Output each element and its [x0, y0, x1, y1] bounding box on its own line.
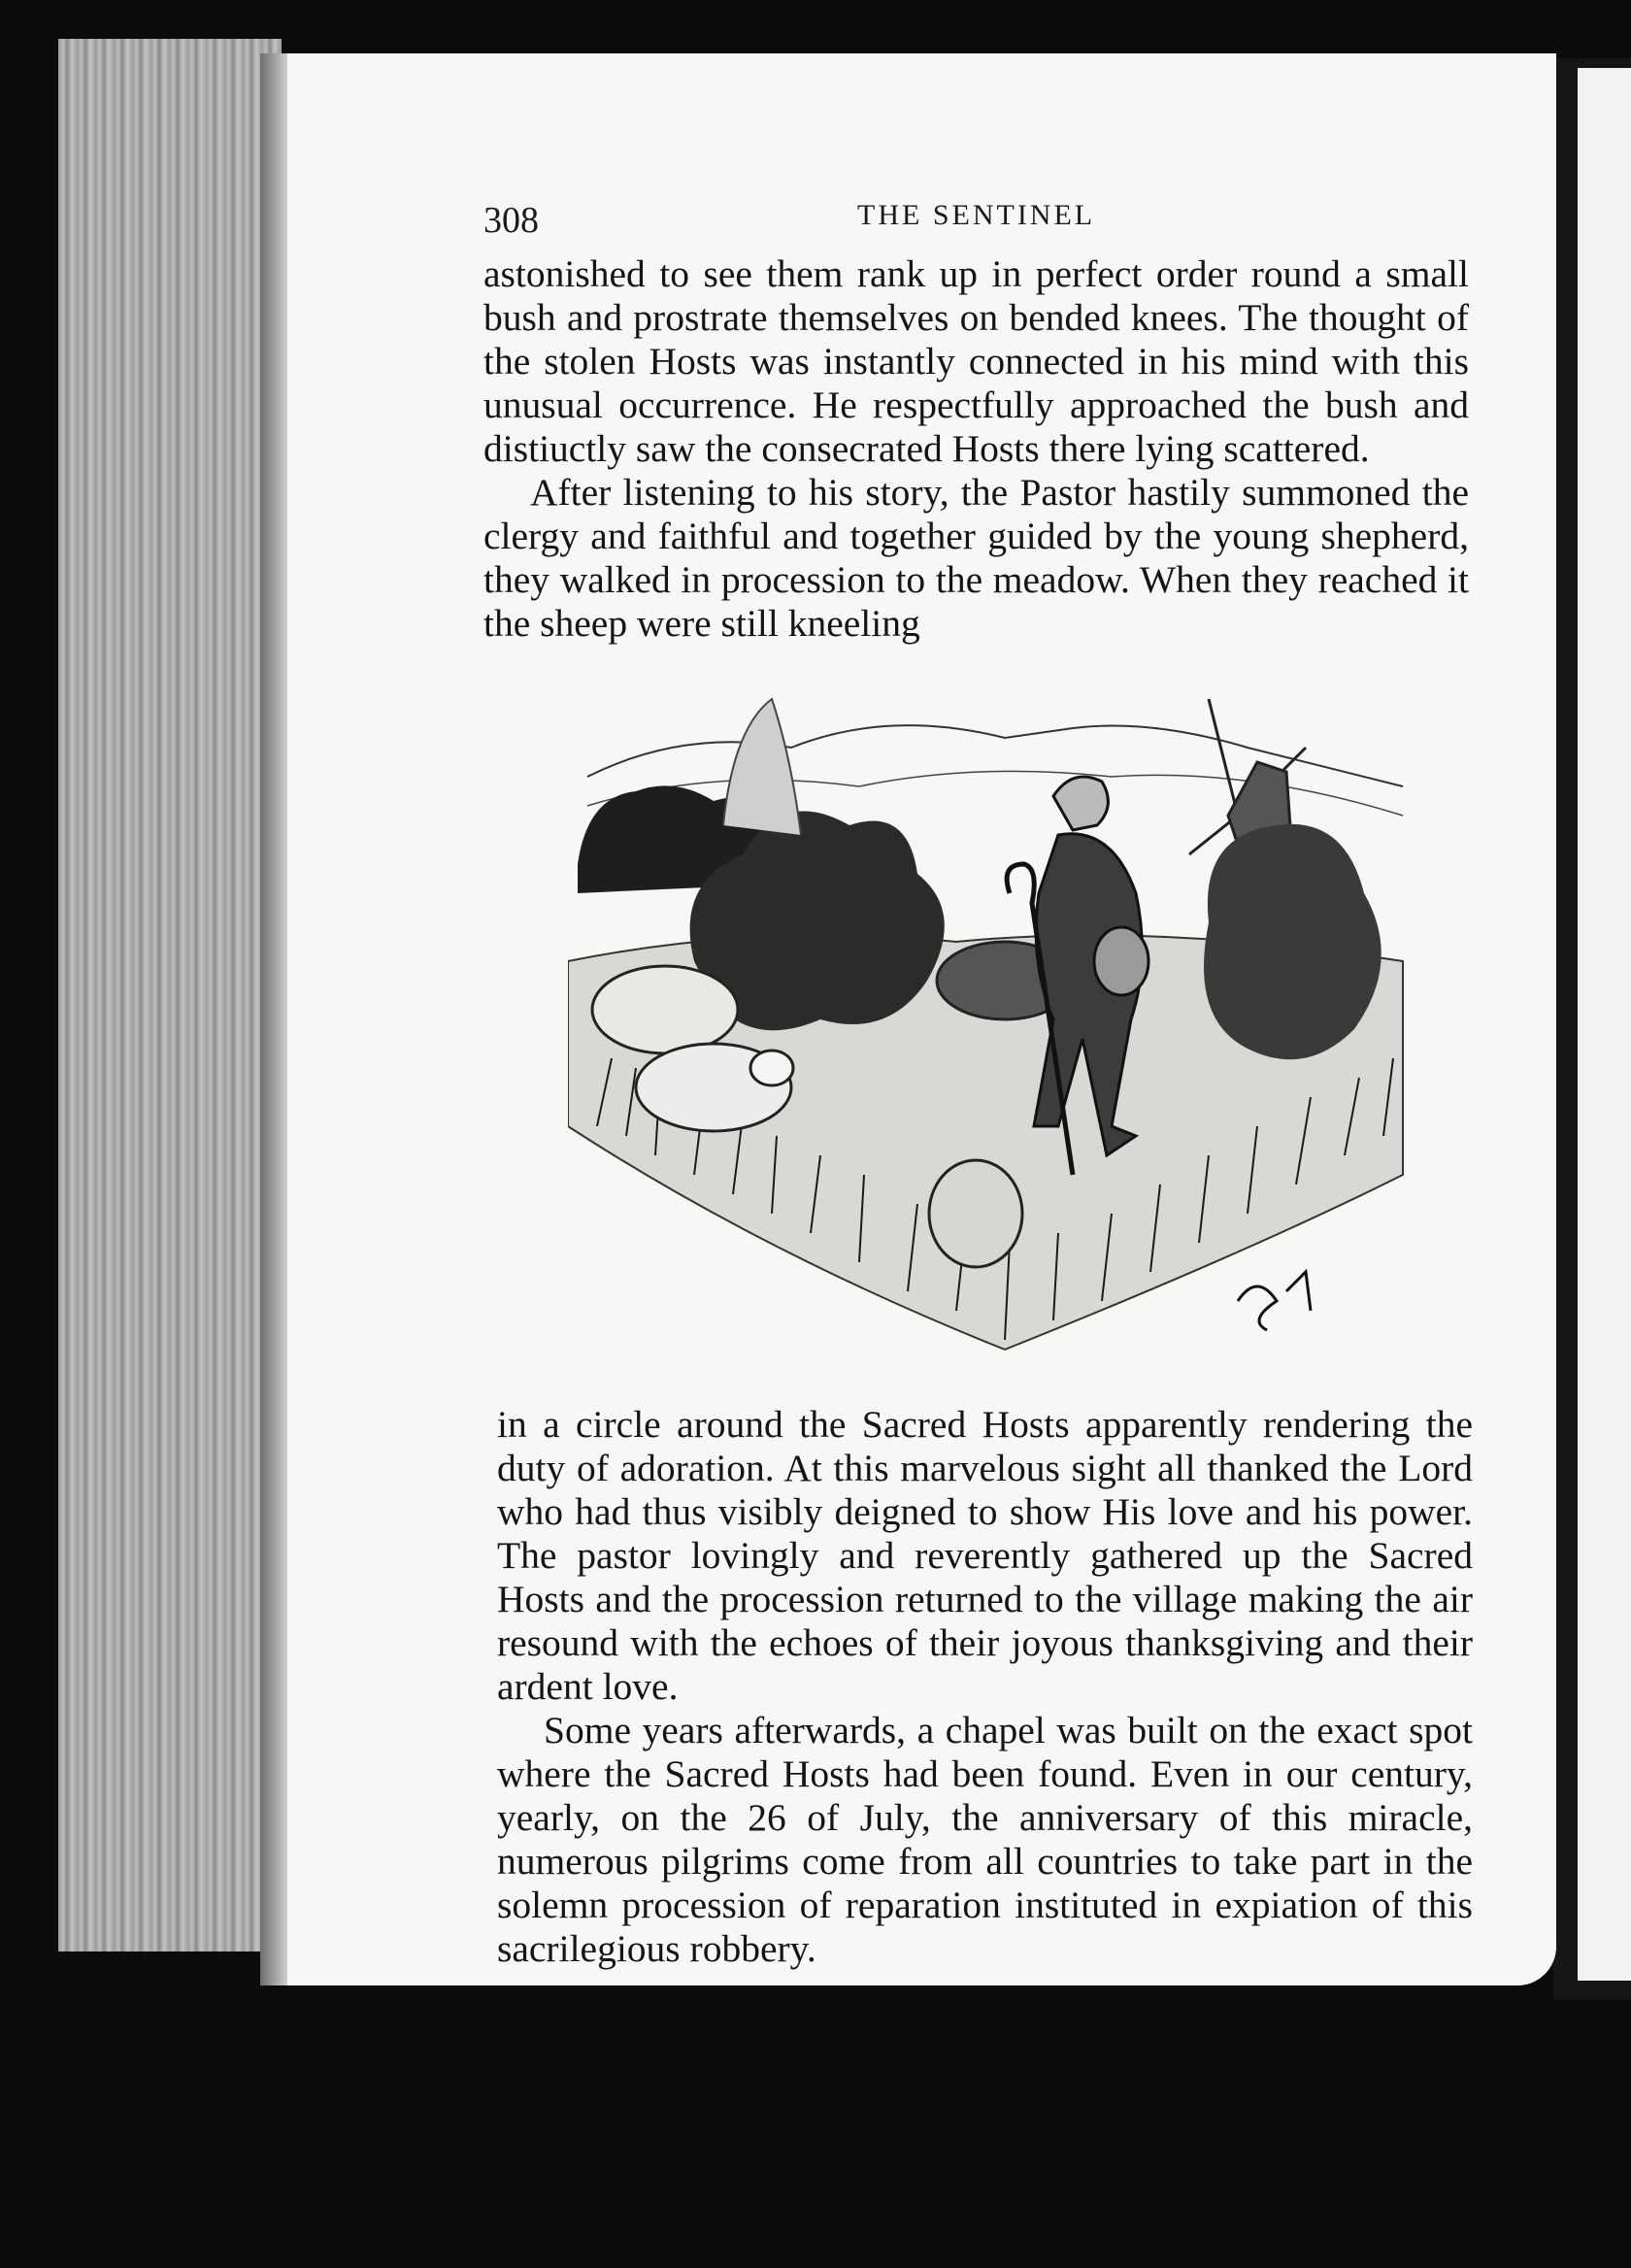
paragraph-4: Some years afterwards, a chapel was built on the exact spot where the Sacred Hosts had been found. Even in our century, yearly, on the 26 of July, the anniversary of this miracle, numerous pilgrims come from all countries to take part in the solemn procession of reparation instituted in expiation of this sacrilegious robbery.	[497, 1709, 1473, 1970]
paragraph-1: astonished to see them rank up in perfect order round a small bush and prostrate themselves on bended knees. The thought of the stolen Hosts was instantly connected in his mind with this unusual occurrence. He respectfully approached the bush and distiuctly saw the consecrated Hosts there lying scattered.	[483, 252, 1469, 470]
text-block-bottom	[497, 1403, 1473, 1971]
paragraph-2: After listening to his story, the Pastor hastily summoned the clergy and faithful and together guided by the young shepherd, they walked in procession to the meadow. When they reached it the sheep were still kneeling	[483, 471, 1469, 645]
page-gutter	[260, 53, 287, 1985]
page-header	[483, 189, 1474, 248]
text-block-top	[483, 252, 1469, 646]
page-number: 308	[483, 200, 539, 241]
paragraph-3: in a circle around the Sacred Hosts apparently rendering the duty of adoration. At this marvelous sight all thanked the Lord who had thus visibly deigned to show His love and his power. The pastor lovingly and reverently gathered up the Sacred Hosts and the procession returned to the village making the air resound with the echoes of their joyous thanksgiving and their ardent love.	[497, 1403, 1473, 1708]
facing-page-edge	[1578, 68, 1631, 1981]
running-head: THE SENTINEL	[857, 199, 1096, 231]
illustration-shepherd-sheep	[568, 670, 1413, 1388]
book-page-edges	[58, 39, 282, 1951]
